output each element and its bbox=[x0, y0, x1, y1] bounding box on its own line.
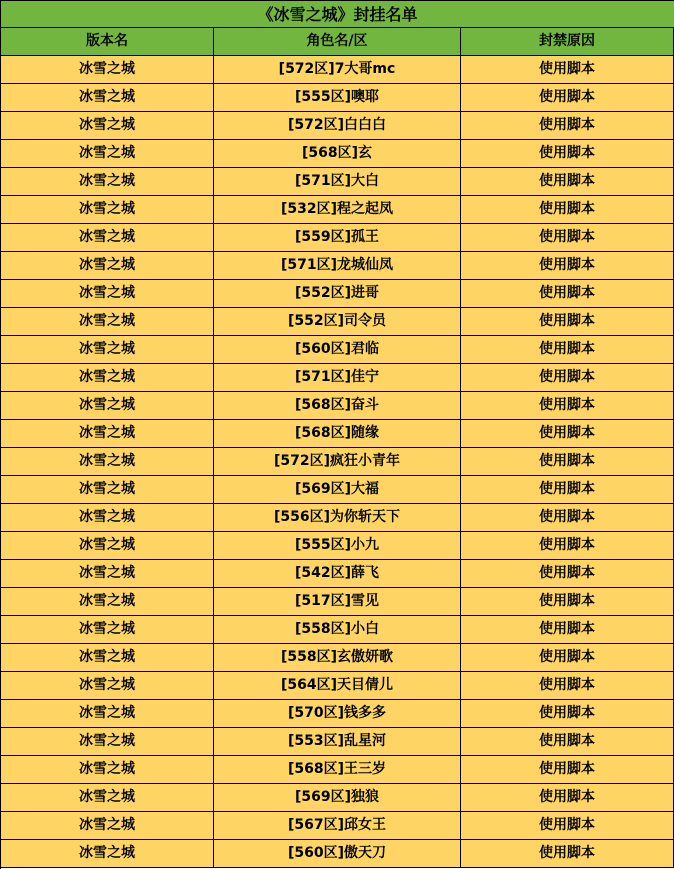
cell-role: [568区]奋斗 bbox=[214, 392, 461, 420]
table-row bbox=[1, 588, 674, 616]
table-row bbox=[1, 560, 674, 588]
cell-role: [532区]程之起凤 bbox=[214, 196, 461, 224]
table-row bbox=[1, 336, 674, 364]
cell-version: 冰雪之城 bbox=[1, 224, 214, 252]
cell-reason: 使用脚本 bbox=[461, 420, 674, 448]
cell-role: [568区]随缘 bbox=[214, 420, 461, 448]
table-row bbox=[1, 112, 674, 140]
cell-reason: 使用脚本 bbox=[461, 140, 674, 168]
cell-reason: 使用脚本 bbox=[461, 224, 674, 252]
cell-role: [571区]大白 bbox=[214, 168, 461, 196]
cell-reason: 使用脚本 bbox=[461, 336, 674, 364]
cell-role: [542区]薛飞 bbox=[214, 560, 461, 588]
table-row bbox=[1, 700, 674, 728]
cell-version: 冰雪之城 bbox=[1, 728, 214, 756]
table-row bbox=[1, 56, 674, 84]
cell-version: 冰雪之城 bbox=[1, 476, 214, 504]
cell-version: 冰雪之城 bbox=[1, 560, 214, 588]
cell-reason: 使用脚本 bbox=[461, 812, 674, 840]
cell-version: 冰雪之城 bbox=[1, 504, 214, 532]
table-row bbox=[1, 756, 674, 784]
cell-version: 冰雪之城 bbox=[1, 112, 214, 140]
cell-version: 冰雪之城 bbox=[1, 448, 214, 476]
cell-role: [568区]王三岁 bbox=[214, 756, 461, 784]
cell-role: [560区]君临 bbox=[214, 336, 461, 364]
table-row bbox=[1, 84, 674, 112]
cell-version: 冰雪之城 bbox=[1, 140, 214, 168]
cell-reason: 使用脚本 bbox=[461, 280, 674, 308]
cell-version: 冰雪之城 bbox=[1, 532, 214, 560]
cell-reason: 使用脚本 bbox=[461, 700, 674, 728]
cell-role: [567区]邱女王 bbox=[214, 812, 461, 840]
cell-version: 冰雪之城 bbox=[1, 56, 214, 84]
cell-version: 冰雪之城 bbox=[1, 364, 214, 392]
table-row bbox=[1, 840, 674, 868]
cell-version: 冰雪之城 bbox=[1, 308, 214, 336]
cell-role: [569区]独狼 bbox=[214, 784, 461, 812]
cell-role: [558区]玄傲妍歌 bbox=[214, 644, 461, 672]
header-row bbox=[1, 28, 674, 56]
cell-version: 冰雪之城 bbox=[1, 392, 214, 420]
cell-reason: 使用脚本 bbox=[461, 168, 674, 196]
table-row bbox=[1, 196, 674, 224]
cell-reason: 使用脚本 bbox=[461, 308, 674, 336]
cell-reason: 使用脚本 bbox=[461, 560, 674, 588]
table-row bbox=[1, 308, 674, 336]
cell-role: [560区]傲天刀 bbox=[214, 840, 461, 868]
cell-version: 冰雪之城 bbox=[1, 588, 214, 616]
table-row bbox=[1, 224, 674, 252]
cell-reason: 使用脚本 bbox=[461, 364, 674, 392]
cell-reason: 使用脚本 bbox=[461, 112, 674, 140]
cell-reason: 使用脚本 bbox=[461, 476, 674, 504]
table-title: 《冰雪之城》封挂名单 bbox=[1, 1, 674, 28]
table-row bbox=[1, 420, 674, 448]
cell-version: 冰雪之城 bbox=[1, 84, 214, 112]
cell-role: [571区]佳宁 bbox=[214, 364, 461, 392]
cell-role: [556区]为你斩天下 bbox=[214, 504, 461, 532]
table-row bbox=[1, 672, 674, 700]
cell-reason: 使用脚本 bbox=[461, 504, 674, 532]
cell-version: 冰雪之城 bbox=[1, 252, 214, 280]
table-row bbox=[1, 532, 674, 560]
cell-version: 冰雪之城 bbox=[1, 336, 214, 364]
table-row bbox=[1, 364, 674, 392]
table-row bbox=[1, 616, 674, 644]
cell-reason: 使用脚本 bbox=[461, 392, 674, 420]
cell-version: 冰雪之城 bbox=[1, 644, 214, 672]
cell-role: [570区]钱多多 bbox=[214, 700, 461, 728]
cell-reason: 使用脚本 bbox=[461, 672, 674, 700]
cell-role: [517区]雪见 bbox=[214, 588, 461, 616]
table-row bbox=[1, 644, 674, 672]
table-row bbox=[1, 784, 674, 812]
cell-reason: 使用脚本 bbox=[461, 616, 674, 644]
table-body bbox=[1, 56, 674, 868]
cell-reason: 使用脚本 bbox=[461, 644, 674, 672]
cell-version: 冰雪之城 bbox=[1, 420, 214, 448]
cell-reason: 使用脚本 bbox=[461, 728, 674, 756]
cell-role: [572区]疯狂小青年 bbox=[214, 448, 461, 476]
cell-reason: 使用脚本 bbox=[461, 84, 674, 112]
table-row bbox=[1, 448, 674, 476]
cell-version: 冰雪之城 bbox=[1, 756, 214, 784]
table-row bbox=[1, 168, 674, 196]
table-row bbox=[1, 280, 674, 308]
cell-role: [568区]玄 bbox=[214, 140, 461, 168]
cell-reason: 使用脚本 bbox=[461, 532, 674, 560]
cell-role: [555区]噢耶 bbox=[214, 84, 461, 112]
table-row bbox=[1, 140, 674, 168]
cell-version: 冰雪之城 bbox=[1, 196, 214, 224]
cell-role: [552区]司令员 bbox=[214, 308, 461, 336]
cell-role: [564区]天目倩儿 bbox=[214, 672, 461, 700]
cell-role: [572区]7大哥mc bbox=[214, 56, 461, 84]
cell-version: 冰雪之城 bbox=[1, 616, 214, 644]
cell-role: [572区]白白白 bbox=[214, 112, 461, 140]
cell-version: 冰雪之城 bbox=[1, 672, 214, 700]
cell-version: 冰雪之城 bbox=[1, 784, 214, 812]
cell-role: [571区]龙城仙凤 bbox=[214, 252, 461, 280]
cell-reason: 使用脚本 bbox=[461, 56, 674, 84]
cell-role: [552区]进哥 bbox=[214, 280, 461, 308]
table-row bbox=[1, 252, 674, 280]
cell-reason: 使用脚本 bbox=[461, 784, 674, 812]
cell-role: [555区]小九 bbox=[214, 532, 461, 560]
cell-reason: 使用脚本 bbox=[461, 756, 674, 784]
cell-version: 冰雪之城 bbox=[1, 168, 214, 196]
table-row bbox=[1, 476, 674, 504]
table-row bbox=[1, 728, 674, 756]
header-role: 角色名/区 bbox=[214, 28, 461, 56]
cell-reason: 使用脚本 bbox=[461, 196, 674, 224]
cell-version: 冰雪之城 bbox=[1, 700, 214, 728]
table-row bbox=[1, 504, 674, 532]
cell-reason: 使用脚本 bbox=[461, 252, 674, 280]
cell-role: [559区]孤王 bbox=[214, 224, 461, 252]
cell-version: 冰雪之城 bbox=[1, 280, 214, 308]
cell-role: [569区]大福 bbox=[214, 476, 461, 504]
table-row bbox=[1, 812, 674, 840]
cell-role: [558区]小白 bbox=[214, 616, 461, 644]
table-row bbox=[1, 392, 674, 420]
cell-reason: 使用脚本 bbox=[461, 588, 674, 616]
cell-reason: 使用脚本 bbox=[461, 840, 674, 868]
cell-role: [553区]乱星河 bbox=[214, 728, 461, 756]
header-version: 版本名 bbox=[1, 28, 214, 56]
cell-version: 冰雪之城 bbox=[1, 840, 214, 868]
cell-reason: 使用脚本 bbox=[461, 448, 674, 476]
cell-version: 冰雪之城 bbox=[1, 812, 214, 840]
header-reason: 封禁原因 bbox=[461, 28, 674, 56]
